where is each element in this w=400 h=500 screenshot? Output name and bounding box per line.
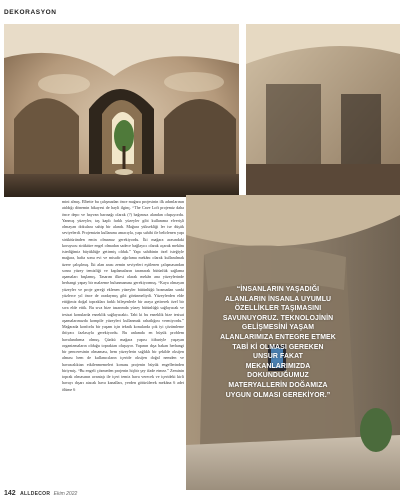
interior-photo	[246, 24, 400, 200]
page-footer	[4, 490, 77, 497]
magazine-name: ALLDECOR	[20, 491, 51, 497]
page-number: 142	[4, 490, 16, 497]
cave-corridor-photo	[4, 24, 239, 197]
article-body: mini almış. Elbette bu çalışmadan önce mağara projesinin ilk adımlarının atıldığı dönemin hikayesi de hayli ilginç. “The Cave Loft projemiz daha önce depo ve hayvan barınağı olarak (?) bağımsız alandan oluşuyordu. Yanmış yüzeyler, taş kaplı farklı yüzeyler gibi kullanıma elverişli olmayan dokulara sahip bir alandı. Mağara yüksekliği ler ise düşük seviyelerdi. Projemizin kullanımı amacıyla, yapı sahibi ile belirlenen yapı strüktüründen emin olmamız gerekiyordu. İki mağara arasındaki koruyucu strüktüre engel olmadan sadece bağlayıcı olarak açarak mekânı istediğimiz büyüklüğe getirmiş olduk.” Yapı sahibinin özel isteğiyle mağara, hafta sonu evi ve misafir ağırlama mekânı olarak kullanılmak üzere çalışılmış. İki alan arası zemin seviyeleri eşitlenen çalışmasından sonra yüzey temizliği ve kaplamaların taranarak bütünlük sağlama aşamaları başlamış. Tasarım ilkesi olarak mekân ana yüzeylerinde herhangi yapay bir malzeme bulunmaması gerekiyormuş. “Kaya olmayan yüzeyler ve proje gereği eklenen yüzeyler bütünlüğü bozmadan sanki yüzlerce yıl önce de oradaymış gibi görünmeliydi. Yüzeylerden elde ettiğimiz doğal toprakları farklı bileşenlerle bir araya getirerek özel bir sıva elde ettik. Bu sıva bize tasarımda yüzey bütünlüğü sağlayacak ve tesisat konularda esneklik sağlayacaktı. Tabi ki bu esneklik bize tesisat aşamalarımızda kompile yüzeyleri kullanmak rahatlığını vermiyordu.” Mağarada konforlu bir yaşam için teknik konularda çok iyi çözümleme ihtiyacı fazlasıyla gerekiyordu. Bu anlamda en büyük problem havalandırma olmuş. Çünkü mağara yapısı itibariyle yaşayan organizmaların olduğu topraktan oluşuyor. Yapının dışa bakan herhangi bir penceresinin olmaması, hem yüzeylerin sağlıklı bir şekilde oksijen alması hem de kullanıcıların içeride oksijen doğal nemden ve havasızlıktan etkilenmemeleri konusu projenin büyük engellerinden biriymiş. “Bu engeli çözmeden projenin hiçbir şey ifade etmez.” Zeminin toprak olmasının avantajı ile içeri temiz hava verecek ve içerideki kirli havayı dışarı atacak hava kanalları, yerden götürülerek mekâna 6 adet ölüme 6	[62, 199, 184, 392]
issue-date: Ekim 2022	[53, 491, 78, 497]
pull-quote: “İNSANLARIN YAŞADIĞI ALANLARIN İNSANLA UYUMLU ÖZELLİKLER TAŞIMASINI SAVUNUYORUZ. TEKNOLOJİNİN GELİŞMESİNİ YAŞAM ALANLARIMIZA ENTEGRE ETMEK TABİ Kİ OLMASI GEREKEN UNSUR FAKAT MEKANLARIMIZDA DOKUNDUĞUMUZ MATERYALLERİN DOĞAMIZA UYGUN OLMASI GEREKİYOR.”	[220, 286, 336, 399]
section-label: DEKORASYON	[4, 9, 57, 16]
